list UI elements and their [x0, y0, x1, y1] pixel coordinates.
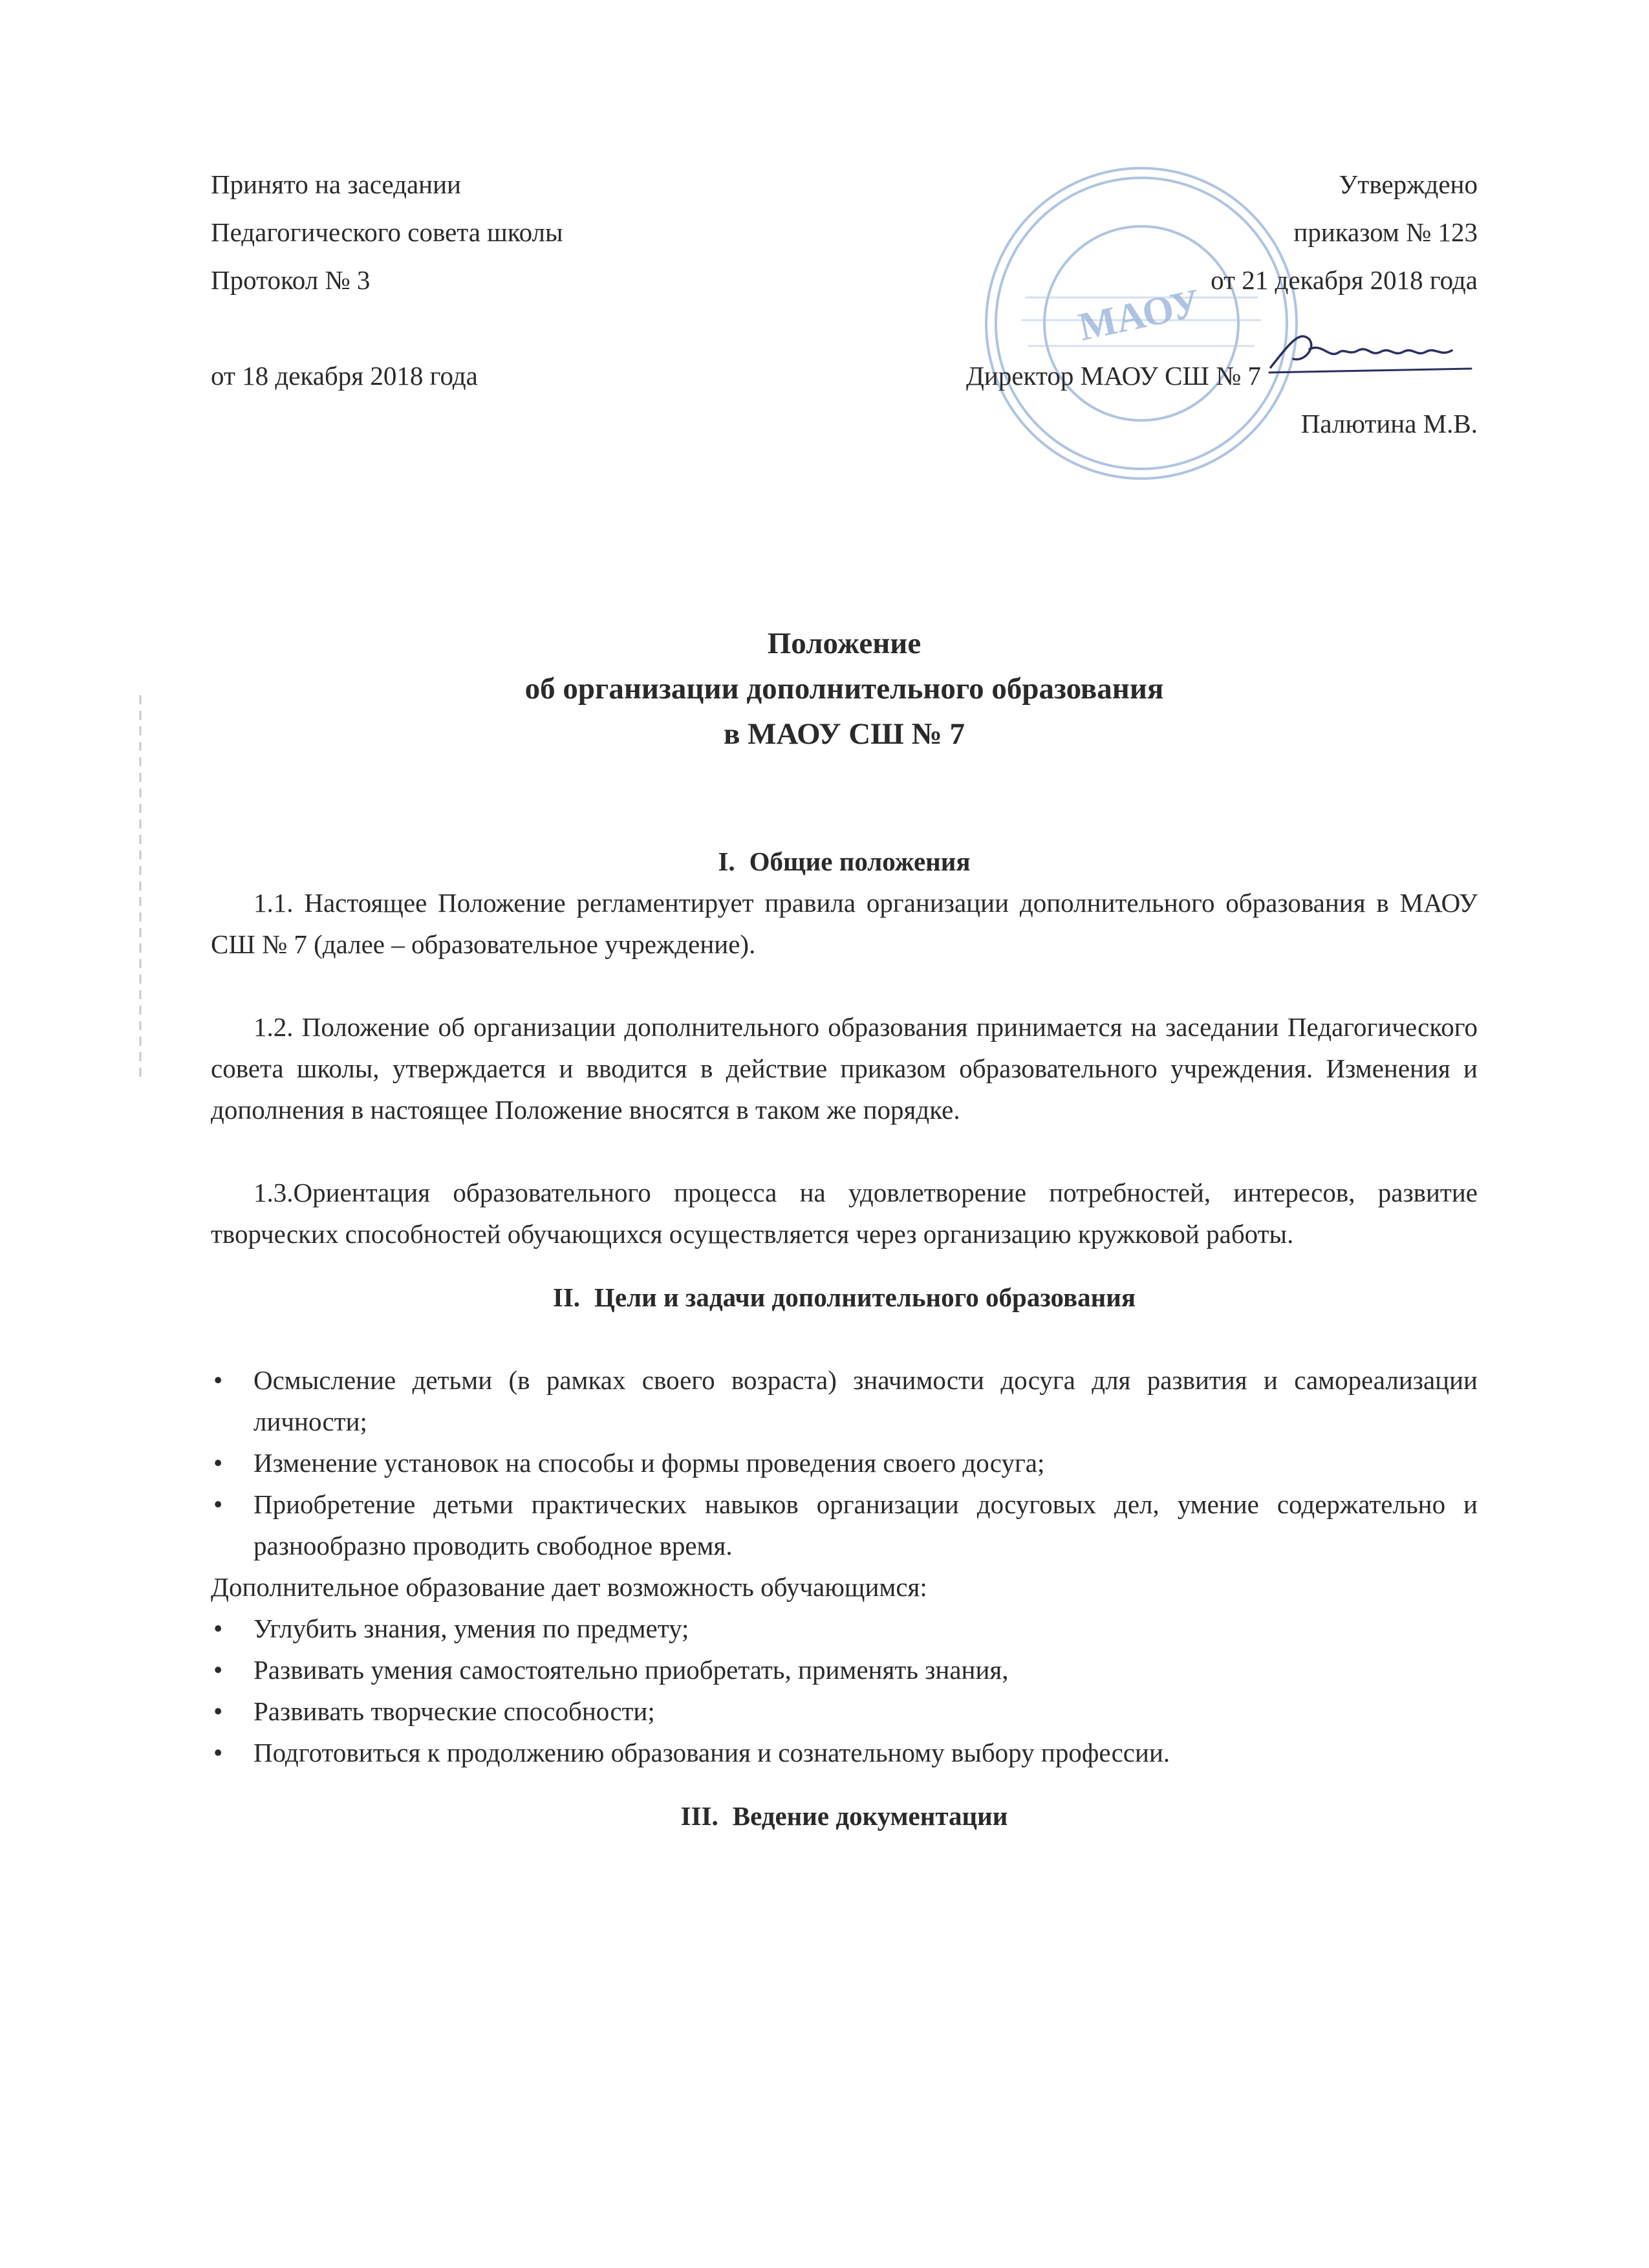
bullet-icon: •: [213, 1655, 223, 1685]
header-protocol-number: Протокол № 3: [211, 265, 371, 295]
section-3-title: Ведение документации: [732, 1801, 1008, 1831]
bullet-icon: •: [213, 1696, 223, 1726]
list-item: • Подготовиться к продолжению образования и сознательному выбору профессии.: [211, 1732, 1478, 1773]
list-item: • Развивать умения самостоятельно приобретать, применять знания,: [211, 1649, 1478, 1690]
section-3-heading: [211, 1795, 1478, 1837]
svg-text:МАОУ: МАОУ: [1075, 281, 1205, 350]
section-3-number: III.: [680, 1801, 718, 1831]
list-item: • Углубить знания, умения по предмету;: [211, 1608, 1478, 1649]
header-director-title: Директор МАОУ СШ № 7: [965, 361, 1261, 391]
section-2-heading: [211, 1277, 1478, 1318]
bullet-icon: •: [213, 1614, 223, 1643]
opportunities-intro: Дополнительное образование дает возможность обучающимся:: [211, 1572, 927, 1602]
header-right-block: [831, 160, 1478, 448]
opportunities-list: [211, 1608, 1478, 1773]
list-item: • Изменение установок на способы и формы проведения своего досуга;: [211, 1442, 1478, 1484]
title-line-2: об организации дополнительного образования: [524, 672, 1164, 706]
section-2-number: II.: [552, 1282, 581, 1312]
section-1-title: Общие положения: [749, 847, 971, 876]
header-approved-label: Утверждено: [1339, 169, 1478, 199]
title-line-1: Положение: [767, 627, 921, 660]
header-accepted-label: Принято на заседании: [211, 169, 461, 199]
section-2-title: Цели и задачи дополнительного образования: [594, 1282, 1136, 1312]
section-1-heading: [211, 841, 1478, 882]
header-left-block: [211, 160, 793, 400]
section-1-number: I.: [718, 847, 735, 876]
section-1-paragraph-3: 1.3.Ориентация образовательного процесса на удовлетворение потребностей, интересов, развитие творческих способностей обучающихся осуществляется через организацию кружковой работы.: [211, 1178, 1478, 1249]
list-item: • Приобретение детьми практических навыков организации досуговых дел, умение содержательно и разнообразно проводить свободное время.: [211, 1484, 1478, 1566]
director-signature: [1264, 323, 1478, 378]
goals-list: [211, 1359, 1478, 1566]
title-line-3: в МАОУ СШ № 7: [723, 717, 965, 751]
section-1-paragraph-2: 1.2. Положение об организации дополнительного образования принимается на заседании Педагогического совета школы, утверждается и вводится в действие приказом образовательного учреждения. Изменения и дополнения в настоящее Положение вносятся в таком же порядке.: [211, 1012, 1478, 1125]
scan-artifact: [133, 695, 148, 1083]
bullet-icon: •: [213, 1448, 223, 1478]
header-order-number: приказом № 123: [1293, 217, 1478, 247]
header-director-name: Палютина М.В.: [1300, 409, 1478, 438]
bullet-icon: •: [213, 1489, 223, 1519]
document-body: [211, 841, 1478, 1837]
header-council-label: Педагогического совета школы: [211, 217, 563, 247]
section-1-paragraph-1: 1.1. Настоящее Положение регламентирует правила организации дополнительного образования в МАОУ СШ № 7 (далее – образовательное учреждение).: [211, 888, 1478, 959]
document-title: [211, 621, 1478, 757]
bullet-icon: •: [213, 1365, 223, 1395]
bullet-icon: •: [213, 1738, 223, 1767]
list-item: • Развивать творческие способности;: [211, 1690, 1478, 1732]
list-item: • Осмысление детьми (в рамках своего возраста) значимости досуга для развития и самореализации личности;: [211, 1359, 1478, 1442]
header-protocol-date: от 18 декабря 2018 года: [211, 361, 478, 391]
header-order-date: от 21 декабря 2018 года: [1211, 265, 1478, 295]
